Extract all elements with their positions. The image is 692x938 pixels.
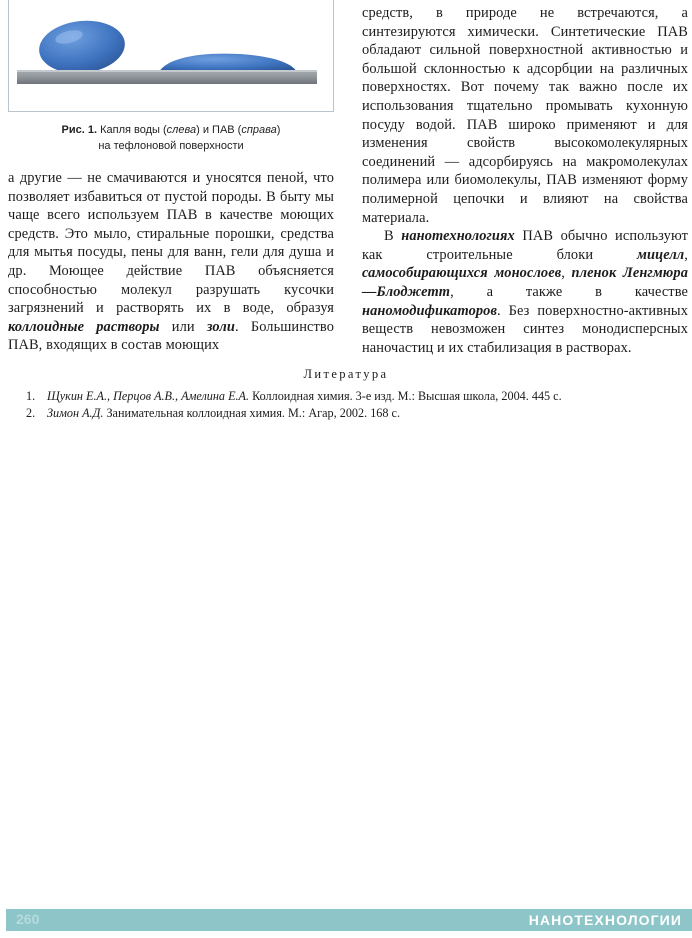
references-list (26, 388, 676, 422)
page-number: 260 (16, 911, 40, 927)
right-paragraph-2 (362, 227, 688, 357)
reference-item (26, 405, 676, 422)
term-nanomodifiers: наномодификаторов (362, 302, 497, 319)
caption-right-word: справа (241, 124, 277, 136)
left-paragraph (8, 169, 334, 355)
reference-authors: Зимон А.Д. (47, 406, 104, 420)
caption-text: ) и ПАВ ( (196, 124, 242, 136)
caption-text: ) (276, 124, 281, 136)
reference-text: Занимательная коллоидная химия. М.: Агар, 2002. 168 с. (103, 406, 400, 420)
right-column (362, 4, 688, 357)
caption-label: Рис. 1. (61, 124, 98, 136)
body-text: а другие — не смачиваются и уносятся пеной, что позволяет избавиться от пустой породы. В быту мы чаще всего используем ПАВ в качестве моющих средств. Это мыло, стиральные порошки, средства для мытья посуды, пены для ванн, гели для душа и др. Моющее действие ПАВ объясняется способностью молекул разрушать кусочки загрязнений и растворять их в воде, образуя (8, 170, 334, 317)
body-text: , (561, 265, 572, 282)
term-sols: золи (206, 318, 235, 335)
reference-item (26, 388, 676, 405)
figure-drops-on-teflon (8, 0, 334, 112)
body-text: . Без поверхностно-активных веществ невозможен синтез монодисперсных наночастиц и их стабилизация в растворах. (362, 302, 688, 356)
teflon-surface (17, 70, 317, 84)
caption-text: Капля воды ( (97, 124, 167, 136)
reference-authors: Щукин Е.А., Перцов А.В., Амелина Е.А. (47, 389, 250, 403)
left-column (8, 169, 334, 355)
page-footer (6, 909, 692, 931)
term-micelles: мицелл (637, 246, 685, 263)
reference-number: 1. (26, 389, 36, 403)
water-drop (37, 17, 128, 78)
body-text: ПАВ обычно используют как строительные блоки (362, 228, 688, 263)
body-text: , а также в качестве (450, 283, 688, 300)
term-nanotechnologies: нанотехнологиях (401, 228, 515, 245)
body-text: В (384, 228, 402, 245)
right-paragraph-1: средств, в природе не встречаются, а синтезируются химически. Синтетические ПАВ обладают сильной поверхностной активностью и большой склонностью к адсорбции на различных поверхностях. Вот почему так важно после их использования тщательно промывать кухонную посуду водой. ПАВ широко применяют и для изменения свойств высокомолекулярных соединений — адсорбируясь на макромолекулах полимера или биомолекулы, ПАВ изменяют форму полимерной цепочки и влияют на свойства материала. (362, 5, 688, 226)
body-text: или (159, 318, 207, 335)
references-title: Литература (303, 367, 389, 381)
term-monolayers: самособирающихся монослоев (362, 265, 562, 282)
figure-illustration (9, 0, 334, 112)
running-title: НАНОТЕХНОЛОГИИ (528, 912, 682, 928)
body-text: , (684, 246, 688, 263)
figure-caption (8, 122, 334, 154)
reference-text: Коллоидная химия. 3-е изд. М.: Высшая школа, 2004. 445 с. (249, 389, 562, 403)
caption-left-word: слева (166, 124, 197, 136)
reference-number: 2. (26, 406, 36, 420)
term-colloid-solutions: коллоидные растворы (8, 318, 160, 335)
surfactant-drop (159, 54, 297, 72)
caption-line-2: на тефлоновой поверхности (98, 140, 244, 152)
body-text: . Большинство ПАВ, входящих в состав моющих (8, 318, 335, 354)
term-langmuir-films: пленок Ленгмюра—Блоджетт (362, 265, 688, 300)
